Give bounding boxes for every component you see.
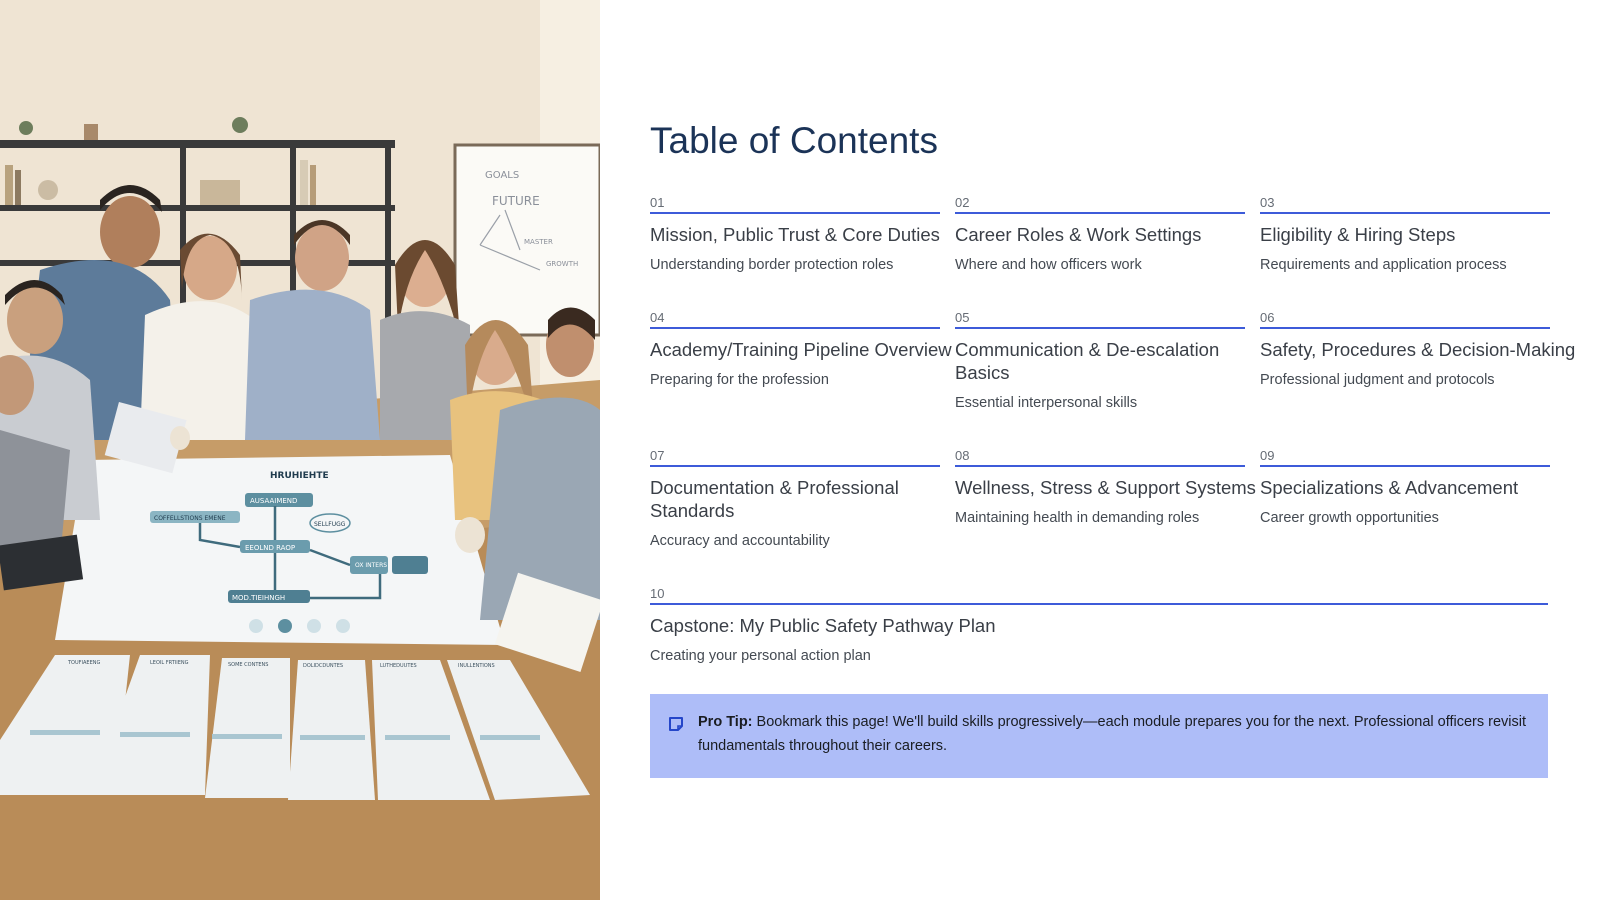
classroom-photo [0, 0, 600, 900]
toc-item-subtitle: Preparing for the profession [650, 372, 829, 388]
toc-item-title: Documentation & Professional Standards [650, 477, 899, 521]
svg-text:MASTER: MASTER [524, 238, 553, 246]
svg-text:SELLFUGG: SELLFUGG [314, 521, 346, 528]
toc-item-03[interactable] [1260, 194, 1550, 274]
pro-tip-label: Pro Tip: [698, 714, 753, 730]
toc-item-title: Communication & De-escalation Basics [955, 339, 1220, 383]
toc-item-number: 09 [1260, 447, 1550, 467]
classroom-photo-illustration [0, 0, 600, 900]
svg-text:INULLENTIONS: INULLENTIONS [458, 663, 495, 669]
pro-tip-text: Bookmark this page! We'll build skills progressively—each module prepares you for the next. Professional officers revisit fundamentals throughout their careers. [698, 714, 1527, 754]
toc-item-02[interactable] [955, 194, 1245, 274]
toc-item-number: 10 [650, 585, 1548, 605]
svg-text:MOD.TIEIHNGH: MOD.TIEIHNGH [232, 594, 286, 602]
toc-item-subtitle: Understanding border protection roles [650, 257, 894, 273]
svg-text:LUTHEDUUTES: LUTHEDUUTES [380, 663, 417, 669]
toc-item-subtitle: Where and how officers work [955, 257, 1142, 273]
toc-item-07[interactable] [650, 447, 940, 550]
note-icon [668, 716, 684, 732]
toc-item-title: Wellness, Stress & Support Systems [955, 477, 1256, 498]
toc-item-subtitle: Professional judgment and protocols [1260, 372, 1495, 388]
svg-text:OX INTERS: OX INTERS [355, 562, 388, 569]
toc-item-number: 02 [955, 194, 1245, 214]
toc-item-number: 06 [1260, 309, 1550, 329]
svg-text:DOLIDCDUNTES: DOLIDCDUNTES [303, 663, 344, 669]
svg-text:GOALS: GOALS [485, 170, 520, 181]
toc-item-number: 05 [955, 309, 1245, 329]
toc-item-number: 03 [1260, 194, 1550, 214]
toc-item-title: Eligibility & Hiring Steps [1260, 224, 1456, 245]
toc-item-subtitle: Essential interpersonal skills [955, 395, 1138, 411]
toc-item-title: Specializations & Advancement [1260, 477, 1519, 498]
toc-item-title: Safety, Procedures & Decision-Making [1260, 339, 1576, 360]
toc-item-01[interactable] [650, 194, 940, 274]
toc-item-title: Mission, Public Trust & Core Duties [650, 224, 940, 245]
toc-item-04[interactable] [650, 309, 952, 389]
toc-item-subtitle: Requirements and application process [1260, 257, 1507, 273]
svg-text:LEOIL FRTIIENG: LEOIL FRTIIENG [150, 660, 189, 666]
svg-text:FUTURE: FUTURE [492, 194, 540, 208]
page-title: Table of Contents [650, 120, 938, 161]
svg-text:COFFELLSTIONS EMENE: COFFELLSTIONS EMENE [154, 515, 226, 522]
toc-item-subtitle: Creating your personal action plan [650, 648, 871, 664]
svg-text:TOUFIAEENG: TOUFIAEENG [68, 660, 101, 666]
svg-text:GROWTH: GROWTH [546, 260, 579, 268]
toc-item-subtitle: Accuracy and accountability [650, 533, 830, 549]
toc-item-09[interactable] [1260, 447, 1550, 527]
toc-item-08[interactable] [955, 447, 1256, 527]
toc-item-title: Capstone: My Public Safety Pathway Plan [650, 615, 996, 636]
toc-item-subtitle: Maintaining health in demanding roles [955, 510, 1200, 526]
toc-panel [650, 0, 1576, 900]
toc-item-10[interactable] [650, 585, 1548, 665]
svg-text:SOME CONTENS: SOME CONTENS [228, 662, 269, 668]
svg-text:AUSAAIMEND: AUSAAIMEND [250, 497, 298, 505]
toc-item-06[interactable] [1260, 309, 1575, 389]
toc-item-title: Academy/Training Pipeline Overview [650, 339, 952, 360]
toc-item-title: Career Roles & Work Settings [955, 224, 1202, 245]
toc-item-number: 07 [650, 447, 940, 467]
pro-tip-callout [650, 694, 1548, 778]
toc-item-number: 08 [955, 447, 1245, 467]
svg-text:HRUHIEHTE: HRUHIEHTE [270, 471, 329, 481]
toc-item-05[interactable] [955, 309, 1245, 412]
toc-item-number: 01 [650, 194, 940, 214]
toc-item-subtitle: Career growth opportunities [1260, 510, 1439, 526]
toc-item-number: 04 [650, 309, 940, 329]
svg-text:EEOLND RAOP: EEOLND RAOP [245, 544, 296, 552]
